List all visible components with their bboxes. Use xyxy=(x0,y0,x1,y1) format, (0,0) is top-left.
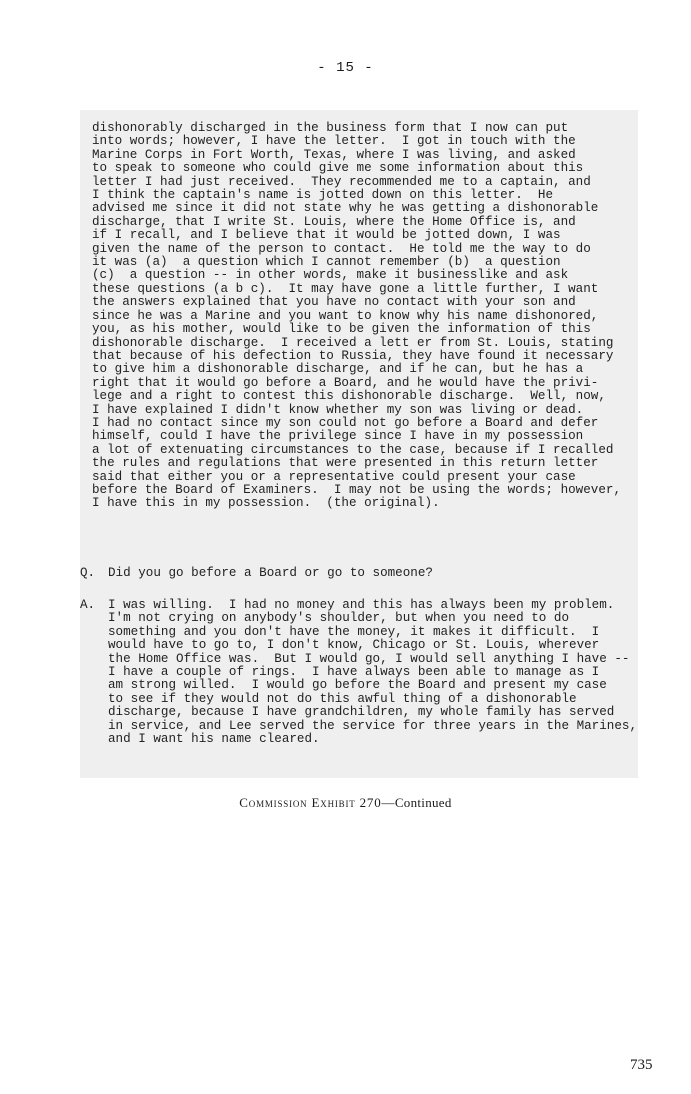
exhibit-label: Commission Exhibit 270 xyxy=(239,795,382,810)
question-marker: Q. xyxy=(80,566,96,580)
exhibit-caption xyxy=(0,795,691,811)
exhibit-suffix: —Continued xyxy=(381,795,452,810)
bottom-page-number: 735 xyxy=(630,1057,653,1073)
testimony-continuation-paragraph: dishonorably discharged in the business form that I now can put into words; however, I have the letter. I got in touch with the Marine Corps in Fort Worth, Texas, where I was living, and asked to speak to someone who could give me some information about this letter I had just received. They recommended me to a captain, and I think the captain's name is jotted down on this letter. He advised me since it did not state why he was getting a dishonorable discharge, that I write St. Louis, where the Home Office is, and if I recall, and I believe that it would be jotted down, I was given the name of the person to contact. He told me the way to do it was (a) a question which I cannot remember (b) a question (c) a question -- in other words, make it businesslike and ask these questions (a b c). It may have gone a little further, I want the answers explained that you have no contact with your son and since he was a Marine and you want to know why his name dishonored, you, as his mother, would like to be given the information of this dishonorable discharge. I received a lett er from St. Louis, stating that because of his defection to Russia, they have found it necessary to give him a dishonorable discharge, and if he can, but he has a right that it would go before a Board, and he would have the privi- lege and a right to contest this dishonorable discharge. Well, now, I have explained I didn't know whether my son was living or dead. I had no contact since my son could not go before a Board and defer himself, could I have the privilege since I have in my possession a lot of extenuating circumstances to the case, because if I recalled the rules and regulations that were presented in this return letter said that either you or a representative could present your case before the Board of Examiners. I may not be using the words; however, I have this in my possession. (the original). xyxy=(92,121,622,511)
top-page-number: - 15 - xyxy=(317,60,374,76)
answer-marker: A. xyxy=(80,598,96,612)
answer-text: I was willing. I had no money and this has always been my problem. I'm not crying on anybody's shoulder, but when you need to do something and you don't have the money, it makes it difficult. I would have to go to, I don't know, Chicago or St. Louis, wherever the Home Office was. But I would go, I would sell anything I have -- I have a couple of rings. I have always been able to manage as I am strong willed. I would go before the Board and present my case to see if they would not do this awful thing of a dishonorable discharge, because I have grandchildren, my whole family has served in service, and Lee served the service for three years in the Marines, and I want his name cleared. xyxy=(108,598,638,747)
question-text: Did you go before a Board or go to someone? xyxy=(108,566,433,580)
typescript-text-area xyxy=(80,110,638,778)
